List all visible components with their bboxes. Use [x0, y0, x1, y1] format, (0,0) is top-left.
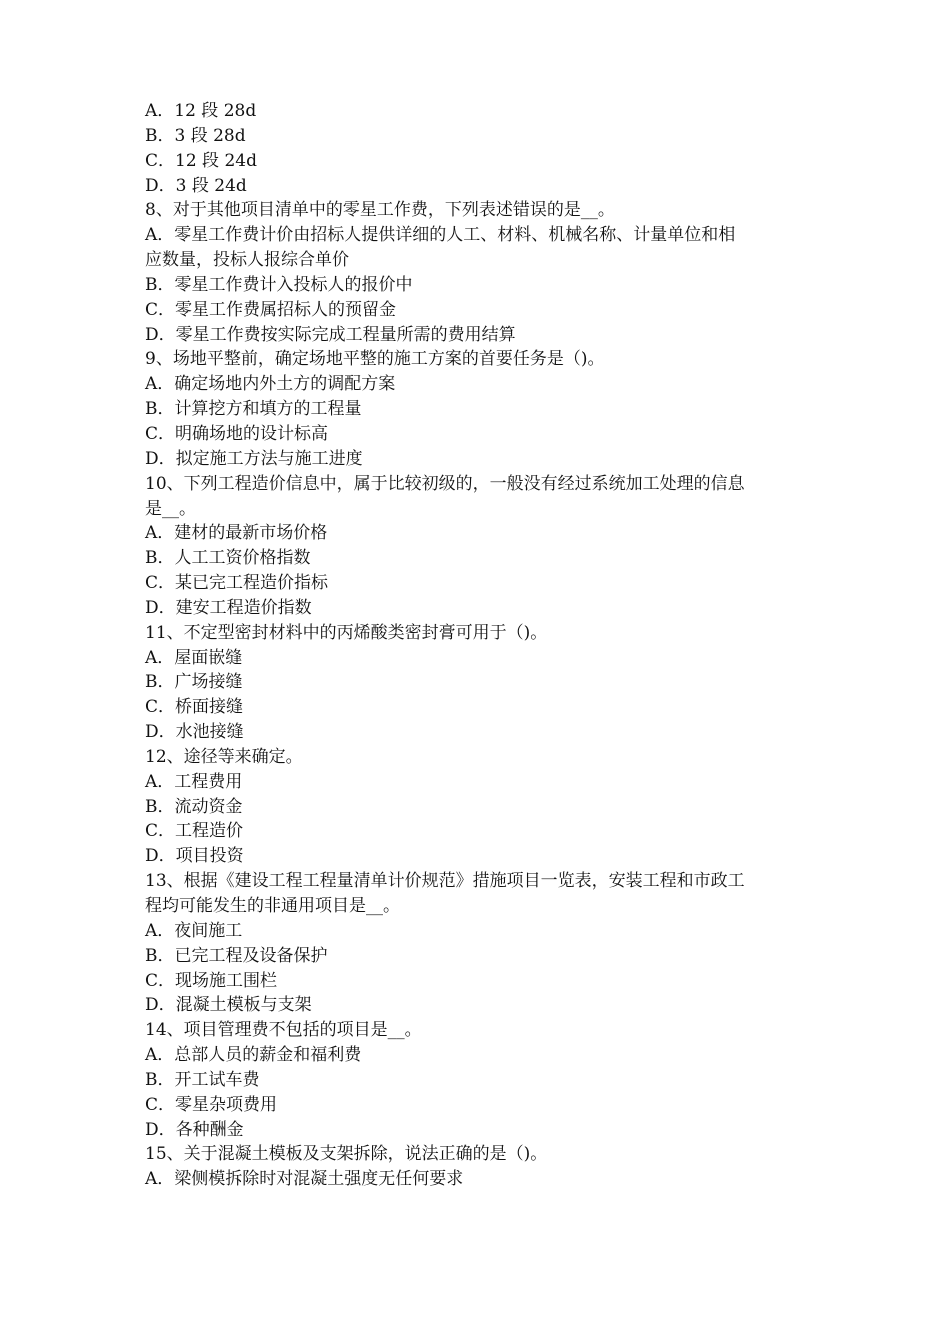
- question-15: 15、关于混凝土模板及支架拆除，说法正确的是（)。: [145, 1144, 548, 1165]
- q10-option-d: D．建安工程造价指数: [145, 597, 312, 618]
- option-d-line: D．3 段 24d: [145, 175, 247, 196]
- q13-option-a: A．夜间施工: [145, 920, 243, 941]
- option-a-line: A．12 段 28d: [145, 101, 257, 121]
- document-body: [145, 99, 825, 1192]
- q8-option-a: A．零星工作费计价由招标人提供详细的人工、材料、机械名称、计量单位和相: [145, 225, 736, 246]
- q14-option-d: D．各种酬金: [145, 1119, 244, 1140]
- q9-option-d: D．拟定施工方法与施工进度: [145, 448, 363, 469]
- q8-option-d: D．零星工作费按实际完成工程量所需的费用结算: [145, 324, 516, 345]
- option-b-line: B．3 段 28d: [145, 125, 246, 146]
- q14-option-c: C．零星杂项费用: [145, 1094, 278, 1115]
- option-c-line: C．12 段 24d: [145, 150, 257, 171]
- question-8: 8、对于其他项目清单中的零星工作费，下列表述错误的是__。: [145, 200, 615, 221]
- q11-option-c: C．桥面接缝: [145, 697, 244, 718]
- q12-option-d: D．项目投资: [145, 846, 244, 867]
- question-10-cont: 是__。: [145, 498, 196, 519]
- q13-option-c: C．现场施工围栏: [145, 970, 278, 991]
- question-12: 12、途径等来确定。: [145, 746, 303, 767]
- q12-option-c: C．工程造价: [145, 821, 244, 842]
- q8-option-c: C．零星工作费属招标人的预留金: [145, 299, 397, 320]
- q14-option-b: B．开工试车费: [145, 1069, 260, 1090]
- q11-option-a: A．屋面嵌缝: [145, 647, 243, 668]
- q12-option-b: B．流动资金: [145, 796, 243, 817]
- q10-option-c: C．某已完工程造价指标: [145, 573, 329, 594]
- question-10: 10、下列工程造价信息中，属于比较初级的，一般没有经过系统加工处理的信息: [145, 473, 745, 494]
- q13-option-d: D．混凝土模板与支架: [145, 995, 312, 1016]
- question-9: 9、场地平整前，确定场地平整的施工方案的首要任务是（)。: [145, 349, 605, 370]
- q10-option-a: A．建材的最新市场价格: [145, 523, 328, 544]
- q11-option-b: B．广场接缝: [145, 672, 243, 693]
- q9-option-c: C．明确场地的设计标高: [145, 423, 329, 444]
- q8-option-b: B．零星工作费计入投标人的报价中: [145, 274, 413, 295]
- q15-option-a: A．梁侧模拆除时对混凝土强度无任何要求: [145, 1169, 464, 1190]
- question-11: 11、不定型密封材料中的丙烯酸类密封膏可用于（)。: [145, 622, 548, 643]
- q13-option-b: B．已完工程及设备保护: [145, 945, 328, 966]
- q10-option-b: B．人工工资价格指数: [145, 548, 311, 569]
- question-13: 13、根据《建设工程工程量清单计价规范》措施项目一览表，安装工程和市政工: [145, 871, 745, 892]
- question-14: 14、项目管理费不包括的项目是__。: [145, 1020, 422, 1041]
- q12-option-a: A．工程费用: [145, 771, 243, 792]
- q9-option-a: A．确定场地内外土方的调配方案: [145, 374, 396, 395]
- q8-option-a-cont: 应数量，投标人报综合单价: [145, 250, 349, 271]
- question-13-cont: 程均可能发生的非通用项目是__。: [145, 896, 400, 916]
- q9-option-b: B．计算挖方和填方的工程量: [145, 399, 362, 420]
- q14-option-a: A．总部人员的薪金和福利费: [145, 1045, 362, 1066]
- q11-option-d: D．水池接缝: [145, 722, 244, 743]
